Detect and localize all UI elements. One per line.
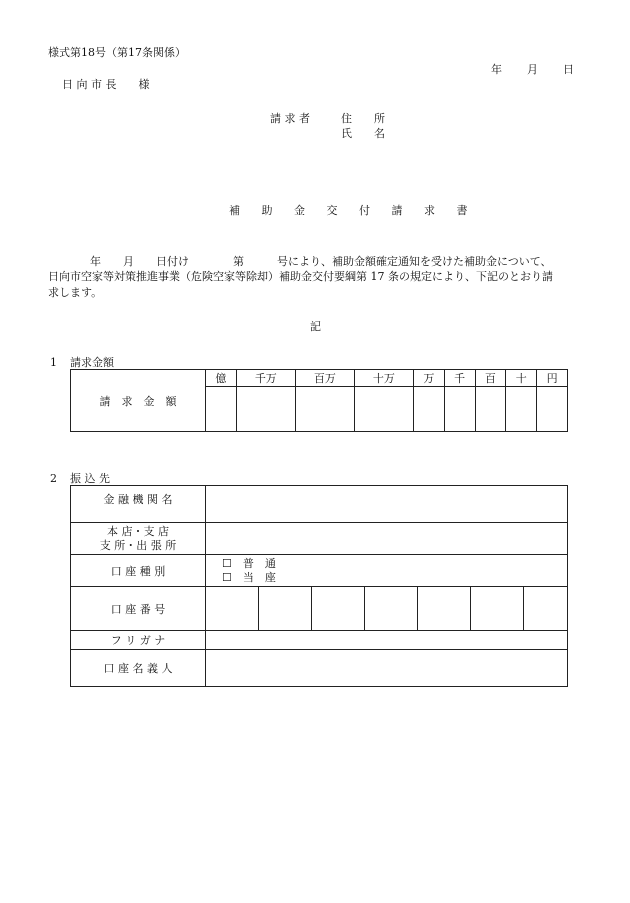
account-number-label: 口 座 番 号 [71, 587, 206, 631]
account-number-cell-1[interactable] [206, 587, 259, 631]
amount-cell-juman[interactable] [354, 387, 413, 432]
amount-cell-man[interactable] [413, 387, 444, 432]
addressee: 日 向 市 長 様 [62, 78, 150, 91]
furigana-field[interactable] [206, 631, 568, 650]
amount-cell-hyakuman[interactable] [295, 387, 354, 432]
ki-mark: 記 [310, 320, 321, 333]
body-line-3: 求します。 [48, 286, 103, 299]
section1-heading: 請求金額 [70, 356, 114, 369]
branch-label-line2: 支 所・出 張 所 [99, 538, 177, 552]
amount-table [70, 369, 568, 432]
branch-label [71, 523, 206, 555]
account-type-toza-checkbox[interactable]: ☐ 当 座 [222, 570, 276, 584]
account-number-cell-3[interactable] [312, 587, 365, 631]
amount-row-label: 請 求 金 額 [71, 370, 206, 432]
account-number-cell-6[interactable] [471, 587, 524, 631]
account-holder-label: 口 座 名 義 人 [71, 650, 206, 687]
requester-name-label: 氏 名 [341, 127, 385, 140]
requester-label: 請 求 者 [270, 112, 310, 125]
account-type-field [206, 555, 568, 587]
unit-hyaku: 百 [475, 370, 506, 387]
date-day: 日 [563, 63, 574, 76]
section2-number: 2 [50, 472, 57, 485]
form-number: 様式第18号（第17条関係） [48, 46, 186, 59]
bank-name-field[interactable] [206, 486, 568, 523]
body-line-2: 日向市空家等対策推進事業（危険空家等除却）補助金交付要綱第 17 条の規定により、下記のとおり請 [48, 270, 553, 283]
furigana-label: フ リ ガ ナ [71, 631, 206, 650]
branch-label-line1: 本 店・支 店 [107, 524, 169, 538]
transfer-table [70, 485, 568, 687]
amount-cell-en[interactable] [537, 387, 568, 432]
date-month: 月 [527, 63, 538, 76]
account-type-futsu-checkbox[interactable]: ☐ 普 通 [222, 556, 276, 570]
account-number-cell-2[interactable] [259, 587, 312, 631]
date-year: 年 [491, 63, 502, 76]
unit-ju: 十 [506, 370, 537, 387]
requester-address-label: 住 所 [341, 112, 385, 125]
unit-juman: 十万 [354, 370, 413, 387]
body-line-1: 年 月 日付け 第 号により、補助金額確定通知を受けた補助金について、 [90, 255, 552, 268]
section1-number: 1 [50, 356, 57, 369]
account-holder-field[interactable] [206, 650, 568, 687]
document-title: 補 助 金 交 付 請 求 書 [229, 204, 477, 217]
unit-sen: 千 [444, 370, 475, 387]
amount-cell-oku[interactable] [206, 387, 237, 432]
unit-en: 円 [537, 370, 568, 387]
amount-cell-senman[interactable] [236, 387, 295, 432]
amount-cell-ju[interactable] [506, 387, 537, 432]
unit-man: 万 [413, 370, 444, 387]
unit-hyakuman: 百万 [295, 370, 354, 387]
amount-cell-sen[interactable] [444, 387, 475, 432]
bank-name-label: 金 融 機 関 名 [71, 486, 206, 523]
section2-heading: 振 込 先 [70, 472, 110, 485]
unit-senman: 千万 [236, 370, 295, 387]
account-number-cell-5[interactable] [418, 587, 471, 631]
account-number-cell-7[interactable] [524, 587, 568, 631]
branch-field[interactable] [206, 523, 568, 555]
account-type-label: 口 座 種 別 [71, 555, 206, 587]
unit-oku: 億 [206, 370, 237, 387]
account-number-cell-4[interactable] [365, 587, 418, 631]
amount-cell-hyaku[interactable] [475, 387, 506, 432]
